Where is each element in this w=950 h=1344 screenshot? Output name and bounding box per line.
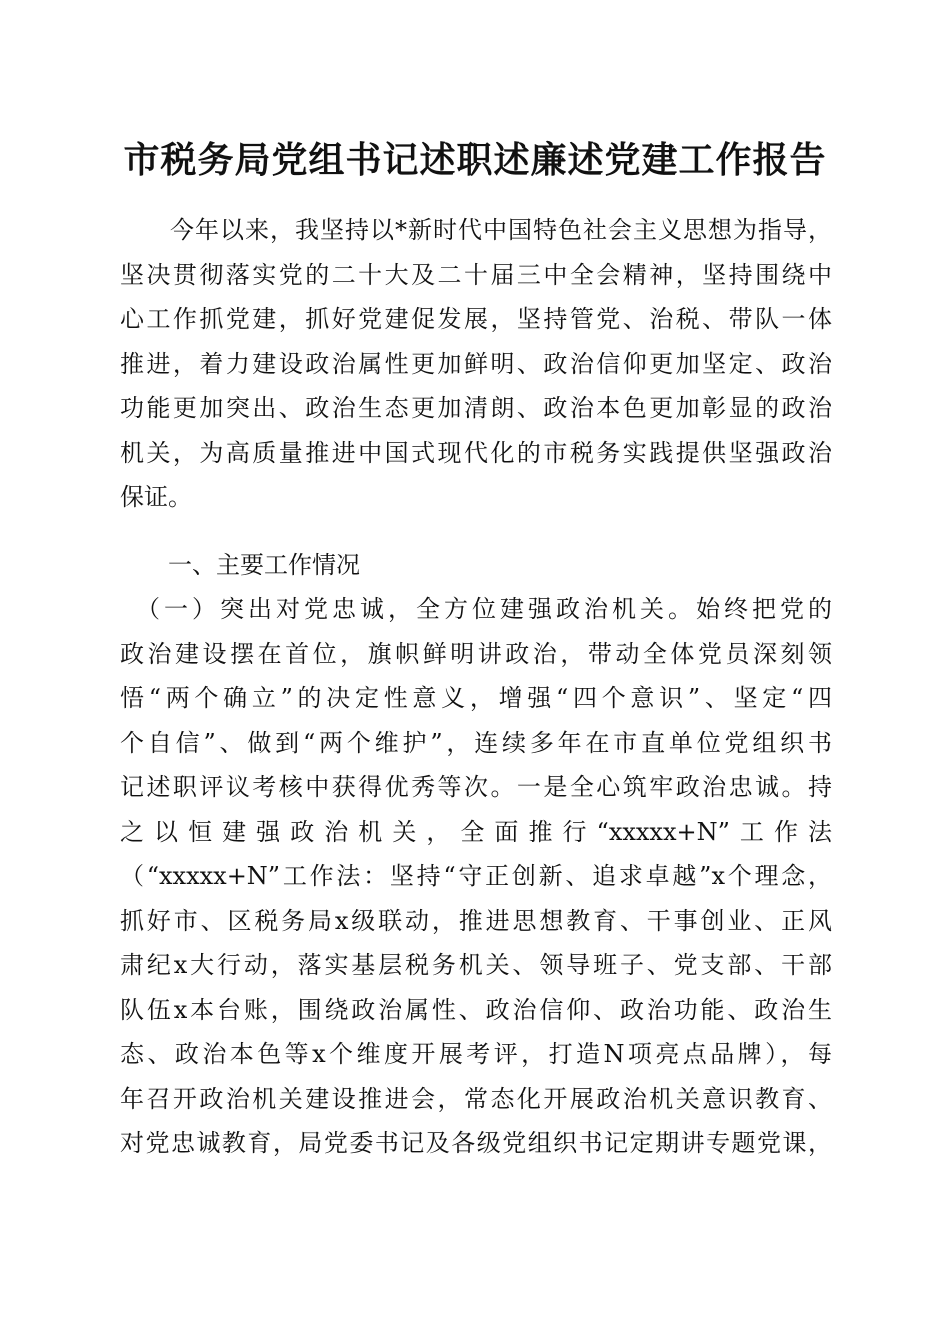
intro-paragraph (120, 208, 832, 520)
text-line: 抓好市、区税务局x级联动，推进思想教育、干事创业、正风 (120, 906, 832, 935)
text-line: 对党忠诚教育，局党委书记及各级党组织书记定期讲专题党课， (120, 1129, 832, 1157)
text-line: 政治建设摆在首位，旗帜鲜明讲政治，带动全体党员深刻领 (120, 639, 832, 668)
text-line: 功能更加突出、政治生态更加清朗、政治本色更加彰显的政治 (120, 394, 832, 422)
text-line: 态、政治本色等x个维度开展考评，打造N项亮点品牌），每 (120, 1040, 832, 1068)
section-paragraph (120, 587, 832, 1166)
text-line: 年召开政治机关建设推进会，常态化开展政治机关意识教育、 (120, 1084, 832, 1113)
text-line: 队伍x本台账，围绕政治属性、政治信仰、政治功能、政治生 (120, 995, 832, 1024)
document-title: 市税务局党组书记述职述廉述党建工作报告 (123, 139, 827, 181)
text-line: （一）突出对党忠诚，全方位建强政治机关。始终把党的 (120, 595, 832, 623)
text-line: 机关，为高质量推进中国式现代化的市税务实践提供坚强政治 (120, 438, 832, 467)
text-line: 悟“两个确立”的决定性意义，增强“四个意识”、坚定“四 (120, 684, 832, 712)
section-heading: 一、主要工作情况 (168, 551, 360, 579)
text-line: 个自信”、做到“两个维护”，连续多年在市直单位党组织书 (120, 728, 832, 757)
text-line: 心工作抓党建，抓好党建促发展，坚持管党、治税、带队一体 (120, 305, 832, 333)
text-line: 今年以来，我坚持以*新时代中国特色社会主义思想为指导， (120, 216, 832, 244)
text-line: （“xxxxx+N”工作法：坚持“守正创新、追求卓越”x个理念， (120, 862, 832, 890)
text-line: 推进，着力建设政治属性更加鲜明、政治信仰更加坚定、政治 (120, 349, 832, 378)
text-line: 记述职评议考核中获得优秀等次。一是全心筑牢政治忠诚。持 (120, 773, 832, 801)
text-line: 之以恒建强政治机关，全面推行“xxxxx+N”工作法 (120, 817, 832, 846)
text-line: 坚决贯彻落实党的二十大及二十届三中全会精神，坚持围绕中 (120, 260, 832, 289)
text-line: 保证。 (120, 483, 192, 511)
text-line: 肃纪x大行动，落实基层税务机关、领导班子、党支部、干部 (120, 951, 832, 979)
